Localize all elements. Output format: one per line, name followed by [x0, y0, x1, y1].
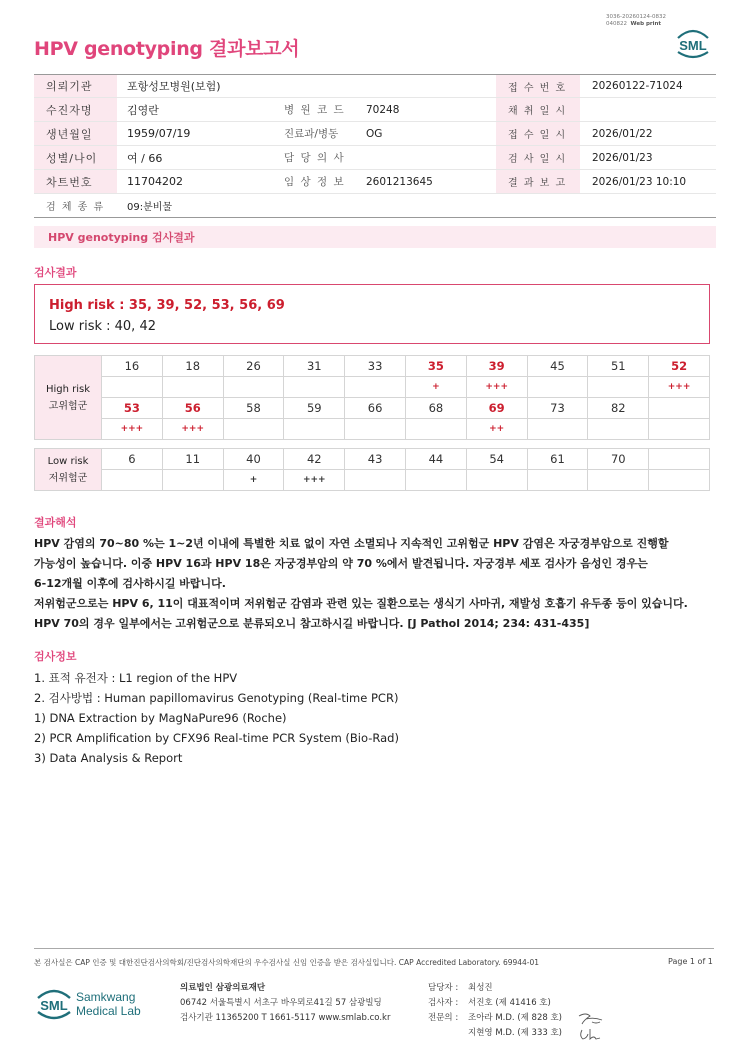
genotype-result-cell: + [405, 377, 466, 398]
staff-row [428, 981, 562, 996]
org-address: 06742 서울특별시 서초구 바우뫼로41길 57 삼광빌딩 [180, 998, 382, 1008]
genotype-result-cell [345, 419, 406, 440]
info-row [34, 194, 716, 218]
staff-role [428, 1026, 468, 1041]
genotype-result-cell [102, 470, 163, 491]
info-label: 접 수 일 시 [496, 122, 580, 145]
specimen-value: 09:분비물 [127, 202, 173, 213]
info-row [34, 146, 716, 170]
genotype-result-cell [162, 377, 223, 398]
genotype-cell [649, 449, 710, 470]
interpretation-line: 가능성이 높습니다. 이중 HPV 16과 HPV 18은 자궁경부암의 약 70 %에서 발견됩니다. 자궁경부 세포 검사가 음성인 경우는 [34, 557, 648, 570]
staff-name: 최성진 [468, 983, 493, 993]
info-label: 임 상 정 보 [284, 176, 346, 188]
info-value: 2026/01/23 10:10 [592, 175, 687, 188]
info-value: 김영란 [127, 103, 159, 117]
signature-2-icon [576, 1026, 606, 1042]
low-risk-label-en: Low risk [47, 455, 89, 467]
sml-logo-icon [672, 22, 714, 62]
high-risk-genotype-table [34, 355, 710, 440]
info-row [34, 74, 716, 98]
low-risk-summary: Low risk : 40, 42 [49, 319, 156, 334]
genotype-result-cell [588, 419, 649, 440]
page-title: HPV genotyping 결과보고서 [34, 38, 300, 60]
genotype-result-cell [223, 419, 284, 440]
low-risk-genotype-table [34, 448, 710, 491]
info-label: 수진자명 [34, 98, 117, 121]
footer-divider [34, 948, 714, 949]
info-value: OG [366, 127, 383, 140]
genotype-cell: 68 [405, 398, 466, 419]
genotype-cell: 56 [162, 398, 223, 419]
genotype-result-cell: +++ [284, 470, 345, 491]
genotype-cell: 31 [284, 356, 345, 377]
test-info-line: 1. 표적 유전자 : L1 region of the HPV [34, 671, 238, 685]
logo-line1: Samkwang [76, 990, 136, 1004]
staff-name: 서진호 (제 41416 호) [468, 998, 551, 1008]
org-name: 의료법인 삼광의료재단 [180, 983, 266, 993]
test-info-line: 2. 검사방법 : Human papillomavirus Genotyping (Real-time PCR) [34, 691, 399, 705]
test-info-line: 1) DNA Extraction by MagNaPure96 (Roche) [34, 711, 287, 725]
section-band-title: HPV genotyping 검사결과 [34, 226, 716, 248]
low-risk-label [35, 449, 102, 491]
genotype-result-cell [223, 377, 284, 398]
genotype-cell: 42 [284, 449, 345, 470]
result-heading: 검사결과 [34, 266, 77, 279]
info-value: 20260122-71024 [592, 80, 683, 92]
genotype-cell: 53 [102, 398, 163, 419]
organization-info [180, 981, 390, 1026]
info-label: 병 원 코 드 [284, 104, 346, 116]
info-value: 1959/07/19 [127, 127, 191, 140]
genotype-result-cell [649, 470, 710, 491]
genotype-cell: 40 [223, 449, 284, 470]
info-label: 검 사 일 시 [496, 146, 580, 169]
staff-name: 조아라 M.D. (제 828 호) [468, 1013, 563, 1023]
interpretation-heading: 결과해석 [34, 516, 77, 529]
genotype-cell: 61 [527, 449, 588, 470]
genotype-cell: 70 [588, 449, 649, 470]
interpretation-line: HPV 감염의 70~80 %는 1~2년 이내에 특별한 치료 없이 자연 소멸되나 지속적인 고위험군 HPV 감염은 자궁경부암으로 진행할 [34, 537, 669, 550]
genotype-result-cell: +++ [102, 419, 163, 440]
genotype-cell: 51 [588, 356, 649, 377]
genotype-result-cell: +++ [466, 377, 527, 398]
info-value: 2026/01/23 [592, 151, 653, 164]
high-risk-label [35, 356, 102, 440]
staff-row [428, 996, 562, 1011]
info-label: 채 취 일 시 [496, 98, 580, 121]
genotype-result-cell [102, 377, 163, 398]
logo-main-text: SML [40, 998, 68, 1013]
staff-role: 전문의 : [428, 1013, 459, 1023]
genotype-cell: 82 [588, 398, 649, 419]
genotype-cell: 45 [527, 356, 588, 377]
info-label: 접 수 번 호 [496, 75, 580, 97]
genotype-cell: 39 [466, 356, 527, 377]
report-code-line2: 040822 [606, 21, 627, 27]
genotype-cell: 11 [162, 449, 223, 470]
info-value: 11704202 [127, 175, 183, 188]
info-value: 70248 [366, 103, 400, 116]
info-value [360, 146, 496, 169]
genotype-cell: 35 [405, 356, 466, 377]
test-info-heading: 검사정보 [34, 650, 77, 663]
staff-row [428, 1026, 562, 1041]
genotype-result-cell [588, 470, 649, 491]
genotype-cell: 73 [527, 398, 588, 419]
genotype-result-cell [405, 419, 466, 440]
logo-line2: Medical Lab [76, 1004, 141, 1018]
interpretation-line: 저위험군으로는 HPV 6, 11이 대표적이며 저위험군 감염과 관련 있는 질환으로는 생식기 사마귀, 재발성 호흡기 유두종 등이 있습니다. [34, 597, 688, 610]
result-summary-box [34, 284, 710, 344]
info-value: 2601213645 [366, 175, 433, 188]
genotype-result-cell [527, 470, 588, 491]
info-label: 차트번호 [34, 170, 117, 193]
genotype-result-cell [345, 377, 406, 398]
genotype-result-cell [588, 377, 649, 398]
genotype-cell: 59 [284, 398, 345, 419]
interpretation-line: HPV 70의 경우 일부에서는 고위험군으로 분류되오니 참고하시길 바랍니다. [J Pathol 2014; 234: 431-435] [34, 617, 590, 630]
staff-row [428, 1011, 562, 1026]
info-label: 의뢰기관 [34, 75, 117, 97]
test-info-text [34, 668, 399, 768]
genotype-result-cell [405, 470, 466, 491]
info-value: 포항성모병원(보험) [127, 80, 221, 93]
genotype-cell: 69 [466, 398, 527, 419]
info-label: 성별/나이 [34, 146, 117, 169]
genotype-cell: 44 [405, 449, 466, 470]
staff-role: 검사자 : [428, 998, 459, 1008]
staff-role: 담당자 : [428, 983, 459, 993]
report-code [606, 14, 666, 28]
signature-1-icon [576, 1011, 606, 1027]
sml-logo-text: SML [679, 38, 707, 53]
specimen-label: 검 체 종 류 [34, 194, 117, 217]
genotype-cell: 33 [345, 356, 406, 377]
genotype-cell: 26 [223, 356, 284, 377]
genotype-result-cell [466, 470, 527, 491]
info-label: 진료과/병동 [284, 128, 339, 140]
genotype-result-cell: +++ [649, 377, 710, 398]
genotype-result-cell [527, 377, 588, 398]
genotype-cell: 54 [466, 449, 527, 470]
genotype-result-cell [527, 419, 588, 440]
info-label: 결 과 보 고 [496, 170, 580, 193]
info-row [34, 122, 716, 146]
interpretation-text [34, 534, 714, 634]
genotype-result-cell: +++ [162, 419, 223, 440]
low-risk-label-ko: 저위험군 [48, 472, 88, 484]
report-code-line1: 3036-20260124-0832 [606, 14, 666, 20]
genotype-cell: 52 [649, 356, 710, 377]
genotype-result-cell [284, 377, 345, 398]
genotype-cell: 58 [223, 398, 284, 419]
org-contact: 검사기관 11365200 T 1661-5117 www.smlab.co.kr [180, 1013, 391, 1023]
test-info-line: 2) PCR Amplification by CFX96 Real-time PCR System (Bio-Rad) [34, 731, 399, 745]
high-risk-label-ko: 고위험군 [48, 400, 88, 412]
test-info-line: 3) Data Analysis & Report [34, 751, 183, 765]
genotype-result-cell: + [223, 470, 284, 491]
genotype-result-cell: ++ [466, 419, 527, 440]
genotype-cell: 66 [345, 398, 406, 419]
high-risk-summary: High risk : 35, 39, 52, 53, 56, 69 [49, 298, 285, 313]
info-value: 2026/01/22 [592, 127, 653, 140]
high-risk-label-en: High risk [45, 383, 91, 395]
genotype-result-cell [649, 419, 710, 440]
genotype-cell: 6 [102, 449, 163, 470]
patient-info-table [34, 74, 716, 218]
web-print-label: Web print [630, 21, 662, 27]
interpretation-line: 6-12개월 이후에 검사하시길 바랍니다. [34, 577, 226, 590]
genotype-result-cell [345, 470, 406, 491]
info-row [34, 98, 716, 122]
genotype-cell [649, 398, 710, 419]
accreditation-note: 본 검사실은 CAP 인증 및 대한진단검사의학회/진단검사의학재단의 우수검사실 신임 인증을 받은 검사실입니다. CAP Accredited Laboratory. 69944-01 [34, 958, 540, 967]
genotype-result-cell [284, 419, 345, 440]
samkwang-logo-icon [36, 984, 156, 1022]
genotype-cell: 18 [162, 356, 223, 377]
info-value [580, 98, 716, 121]
info-value: 여 / 66 [127, 151, 163, 165]
info-label: 담 당 의 사 [284, 152, 346, 164]
page-number: Page 1 of 1 [668, 957, 713, 966]
info-row [34, 170, 716, 194]
info-label: 생년월일 [34, 122, 117, 145]
genotype-cell: 43 [345, 449, 406, 470]
genotype-result-cell [162, 470, 223, 491]
staff-name: 지현영 M.D. (제 333 호) [468, 1028, 563, 1038]
genotype-cell: 16 [102, 356, 163, 377]
staff-list [428, 981, 562, 1041]
